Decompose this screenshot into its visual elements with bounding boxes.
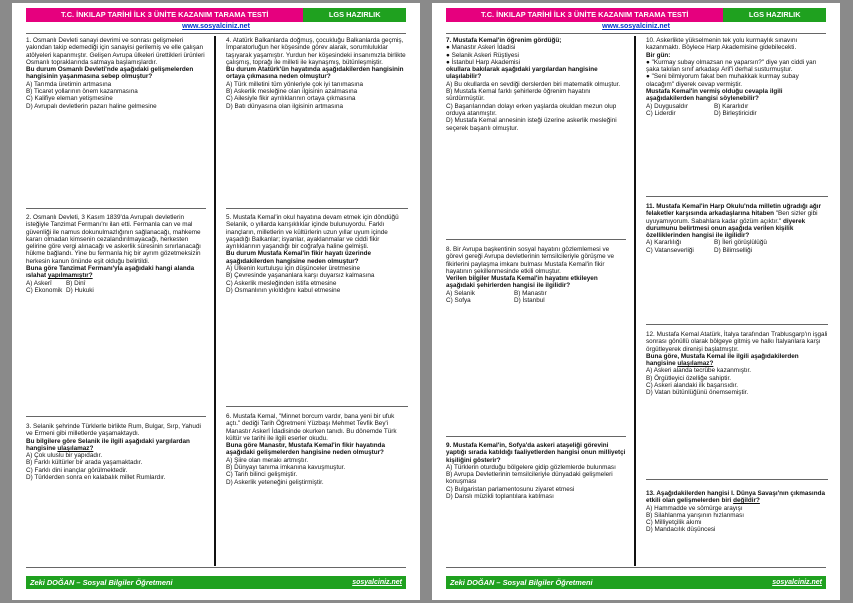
bullet-item: ● "Seni bilmiyorum fakat ben muhakkak kurmay subay olacağım" diyerek cevap vermiştir. xyxy=(646,73,799,88)
question-4 xyxy=(226,37,408,110)
option-a[interactable]: A) Askeri alanda tecrübe kazanmıştır. xyxy=(646,367,752,375)
page-left xyxy=(12,3,420,600)
header-rule xyxy=(26,33,406,34)
option-c[interactable]: C) Kalifiye eleman yetişmesine xyxy=(26,95,113,103)
question-1 xyxy=(26,37,206,110)
question-prompt: Buna göre, Mustafa Kemal ile ilgili aşağıdakilerden hangisine ulaşılamaz? xyxy=(646,352,799,368)
option-b[interactable]: B) Dinî xyxy=(66,279,86,287)
question-8 xyxy=(446,246,626,304)
footer-site-link[interactable]: sosyalciniz.net xyxy=(352,579,402,586)
option-d[interactable]: D) Vatan bütünlüğünü önemsemiştir. xyxy=(646,389,749,397)
site-link[interactable]: www.sosyalciniz.net xyxy=(602,23,670,30)
question-stem: 4. Atatürk Balkanlarda doğmuş, çocukluğu Balkanlarda geçmiş, İmparatorluğun her köşesinde görev alarak, sorumluluklar taşıyarak yaşamıştır. Yurdun her köşesindeki insanımızla birlikte çalışmış, toprağı ile milleti ile kaynaşmış, bütünleşmiştir. xyxy=(226,37,406,66)
question-divider xyxy=(646,479,828,480)
question-divider xyxy=(26,416,206,417)
question-prompt: 11. Mustafa Kemal'in Harp Okulu'nda milletin uğradığı ağır felaketler karşısında arkadaşlarına hitaben "Ben sizler gibi uyuyamıyorum. Sabahlara kadar gözüm açıktır." diyerek durumunu belirtmesi onun aşağıda verilen kişilik özelliklerinden hangisi ile ilgilidir? xyxy=(646,203,822,240)
bullet-item: ● "Kurmay subay olmazsan ne yaparsın?" diye yan ciddi yarı şaka takılan sınıf arkadaşı Arif'i derhal susturmuştur. xyxy=(646,58,817,74)
author-name: Zeki DOĞAN – Sosyal Bilgiler Öğretmeni xyxy=(450,578,593,587)
option-a[interactable]: A) Türk milletini tüm yönleriyle çok iyi tanımasına xyxy=(226,80,364,88)
test-title: T.C. İNKILAP TARİHİ İLK 3 ÜNİTE KAZANIM TARAMA TESTİ xyxy=(26,8,303,22)
question-prompt: Bu durum Mustafa Kemal'in fikir hayatı üzerinde aşağıdakilerden hangisine neden olmuştur? xyxy=(226,250,371,265)
footer-bar xyxy=(26,576,406,589)
option-d[interactable]: D) Birleştiricidir xyxy=(714,109,757,117)
question-12 xyxy=(646,331,828,397)
question-prompt: Bu durum Osmanlı Devleti'nde aşağıdaki gelişmelerden hangisinin yaşanmasına sebep olmuştur? xyxy=(26,66,194,81)
question-prompt: 9. Mustafa Kemal'in, Sofya'da askeri ataşeliği görevini yaptığı sırada katıldığı faaliyetlerden hangisi onun milliyetçi kişiliğini gösterir? xyxy=(446,442,626,464)
option-a[interactable]: A) Tarımda üretimin artmasına xyxy=(26,80,112,88)
option-d[interactable]: D) Mandacılık düşüncesi xyxy=(646,526,716,534)
question-7 xyxy=(446,37,626,132)
option-d[interactable]: D) Batı dünyasına olan ilgisinin artmasına xyxy=(226,102,344,110)
question-divider xyxy=(26,208,206,209)
question-13 xyxy=(646,490,828,534)
option-a[interactable]: A) Duygusaldır xyxy=(646,102,688,110)
option-c[interactable]: C) Milliyetçilik akımı xyxy=(646,519,702,527)
option-c[interactable]: C) Askeri alandaki ilk başarısıdır. xyxy=(646,382,739,390)
question-lead: Bir gün: xyxy=(646,51,671,59)
left-column xyxy=(26,37,206,565)
question-prompt: Bu durum Atatürk'ün hayatında aşağıdakilerden hangisinin ortaya çıkmasına neden olmuştur? xyxy=(226,66,404,81)
question-stem: 8. Bir Avrupa başkentinin sosyal hayatını gözlemlemesi ve görevi gereği Avrupa devletlerinin temsilcileriyle görüşme ve fikirlerini paylaşma imkanı bulması Mustafa Kemal'in fikir hayatının şekillenmesinde etkili olmuştur. xyxy=(446,246,615,275)
page-right xyxy=(432,3,840,600)
question-divider xyxy=(226,406,408,407)
lgs-badge: LGS HAZIRLIK xyxy=(723,8,826,22)
question-prompt: okullara bakılarak aşağıdaki yargılardan hangisine ulaşılabilir? xyxy=(446,66,598,81)
question-prompt: 7. Mustafa Kemal'in öğrenim gördüğü; xyxy=(446,37,562,44)
option-d[interactable]: D) Mustafa Kemal annesinin isteği üzerine askerlik mesleğini seçerek başarılı olmuştur. xyxy=(446,117,617,132)
question-prompt: Mustafa Kemal'in vermiş olduğu cevapla ilgili aşağıdakilerden hangisi söylenebilir? xyxy=(646,88,783,103)
question-2 xyxy=(26,214,206,294)
question-3 xyxy=(26,423,206,481)
options xyxy=(26,280,206,295)
question-stem: 10. Askerlikte yükselmenin tek yolu kurmaylık sınavını kazanmaktı. Böylece Harp Akademisine gidebilecekti. xyxy=(646,37,798,52)
option-d[interactable]: D) Türklerden sonra en kalabalık millet Rumlardır. xyxy=(26,474,166,482)
option-b[interactable]: B) Kararlıdır xyxy=(714,102,749,110)
option-c[interactable]: C) Bulgaristan parlamentosunu ziyaret etmesi xyxy=(446,485,575,493)
option-b[interactable]: B) Askerlik mesleğine olan ilgisinin azalmasına xyxy=(226,88,358,96)
header-bar xyxy=(446,8,826,22)
option-a[interactable]: A) Şiire olan merakı artmıştır. xyxy=(226,456,309,464)
option-b[interactable]: B) Farklı kültürler bir arada yaşamaktadır. xyxy=(26,459,143,467)
option-c[interactable]: C) Liderdir xyxy=(646,109,676,117)
question-11 xyxy=(646,203,828,254)
lgs-badge: LGS HAZIRLIK xyxy=(303,8,406,22)
option-b[interactable]: B) Çevresinde yaşananlara karşı duyarsız kalmasına xyxy=(226,272,375,280)
option-a[interactable]: A) Bu okullarda en sevdiği derslerden biri matematik olmuştur. xyxy=(446,80,621,88)
footer-rule xyxy=(446,567,826,568)
option-b[interactable]: B) Örgütleyici özelliğe sahiptir. xyxy=(646,374,731,382)
option-c[interactable]: C) Sofya xyxy=(446,297,471,305)
question-stem: 12. Mustafa Kemal Atatürk, İtalya tarafından Trablusgarp'ın işgali sonrası gönüllü olarak bölgeye gitmiş ve halkı İtalyanlara karşı örgütleyerek direnişi başlatmıştır. xyxy=(646,331,828,353)
column-separator xyxy=(214,36,216,566)
option-a[interactable]: A) Çok uluslu bir yapıdadır. xyxy=(26,452,103,460)
option-c[interactable]: C) Başarılarından dolayı erken yaşlarda okuldan mezun olup orduya atanmıştır. xyxy=(446,102,617,117)
option-a[interactable]: A) Türklerin oturduğu bölgelere gidip gözlemlerde bulunması xyxy=(446,463,616,471)
left-column xyxy=(446,37,626,565)
option-d[interactable]: D) İstanbul xyxy=(514,297,545,305)
question-prompt: Buna göre Tanzimat Fermanı'yla aşağıdaki hangi alanda ıslahat yapılmamıştır? xyxy=(26,265,195,280)
option-c[interactable]: C) Farklı dini inançlar görülmektedir. xyxy=(26,466,128,474)
option-a[interactable]: A) Selanik xyxy=(446,289,475,297)
footer-bar xyxy=(446,576,826,589)
option-a[interactable]: A) Ülkenin kurtuluşu için düşünceler üretmesine xyxy=(226,265,360,273)
column-separator xyxy=(634,36,636,566)
bullet-item: ● Manastır Askeri İdadisi xyxy=(446,44,516,52)
option-b[interactable]: B) Ticaret yollarının önem kazanmasına xyxy=(26,88,138,96)
question-divider xyxy=(226,208,408,209)
option-d[interactable]: D) Askerlik yeteneğini geliştirmiştir. xyxy=(226,478,324,486)
footer-rule xyxy=(26,567,406,568)
question-stem: 3. Selanik şehrinde Türklerle birlikte Rum, Bulgar, Sırp, Yahudi ve Ermeni gibi milletlerde yaşamaktaydı. xyxy=(26,423,201,438)
question-stem: 5. Mustafa Kemal'in okul hayatına devam etmek için döndüğü Selanik, o yıllarda karışıklıklar içinde bulunuyordu. Farklı inançların, milletlerin ve kültürlerin uzun yıllar uyum içinde yaşadığı Balkanlar; isyanlar, ayaklanmalar ve ciddi fikir ayrılıklarının yaşandığı bir coğrafya haline gelmişti. xyxy=(226,214,399,251)
question-5 xyxy=(226,214,408,294)
question-10 xyxy=(646,37,828,117)
option-b[interactable]: B) Mustafa Kemal farklı şehirlerde öğrenim hayatını sürdürmüştür. xyxy=(446,88,591,103)
option-d[interactable]: D) Danslı müzikli toplantılara katılması xyxy=(446,493,554,501)
option-a[interactable]: A) Hammadde ve sömürge arayışı xyxy=(646,504,743,512)
option-d[interactable]: D) Avrupalı devletlerin pazarı haline gelmesine xyxy=(26,102,157,110)
question-6 xyxy=(226,413,408,486)
option-a[interactable]: A) Kararlılığı xyxy=(646,239,682,247)
options xyxy=(446,290,626,305)
bullet-item: ● Selanik Askeri Rüştiyesi xyxy=(446,51,519,59)
header-bar xyxy=(26,8,406,22)
option-c[interactable]: C) Askerlik mesleğinden istifa etmesine xyxy=(226,279,337,287)
option-b[interactable]: B) İleri görüşlülüğü xyxy=(714,239,767,247)
option-c[interactable]: C) Vatanseverliği xyxy=(646,246,694,254)
option-b[interactable]: B) Dünyayı tanıma imkanına kavuşmuştur. xyxy=(226,464,346,472)
question-stem: 1. Osmanlı Devleti sanayi devrimi ve sonrası gelişmeleri yakından takip edemediği için sanayisi gerilemiş ve elle çalışan atölyeleri kapanmıştır. Gelişen Avrupa ülkeleri ürettikleri ürünleri Osmanlı topraklarında satmaya başlamışlardır. xyxy=(26,37,205,66)
question-prompt: Buna göre Manastır, Mustafa Kemal'in fikir hayatında aşağıdaki gelişmelerden hangisine neden olmuştur? xyxy=(226,442,386,457)
question-9 xyxy=(446,442,626,500)
option-d[interactable]: D) Bilimselliği xyxy=(714,246,753,254)
option-c[interactable]: C) Tarih bilinci gelişmiştir. xyxy=(226,471,298,479)
site-link[interactable]: www.sosyalciniz.net xyxy=(182,23,250,30)
options xyxy=(646,103,828,118)
option-b[interactable]: B) Avrupa Devletlerinin temsilcileriyle dünyadaki gelişmeleri konuşması xyxy=(446,471,613,486)
right-column xyxy=(646,37,828,565)
author-name: Zeki DOĞAN – Sosyal Bilgiler Öğretmeni xyxy=(30,578,173,587)
footer-site-link[interactable]: sosyalciniz.net xyxy=(772,579,822,586)
option-d[interactable]: D) Osmanlının yıkıldığını kabul etmesine xyxy=(226,286,341,294)
test-title: T.C. İNKILAP TARİHİ İLK 3 ÜNİTE KAZANIM TARAMA TESTİ xyxy=(446,8,723,22)
question-stem: 6. Mustafa Kemal, "Minnet borcum vardır, bana yeni bir ufuk açtı." dediği Tarih Öğretmeni Yüzbaşı Mehmet Tevfik Bey'i Manastır Askerî İdadisinde okurken tanıdı. Bu dönemde Türk kültür ve tarihi ile ilgili eserler okudu. xyxy=(226,413,397,442)
question-prompt: 13. Aşağıdakilerden hangisi I. Dünya Savaşı'nın çıkmasında etkili olan gelişmelerden biri değildir? xyxy=(646,490,825,505)
option-d[interactable]: D) Hukuki xyxy=(66,286,94,294)
question-divider xyxy=(646,324,828,325)
question-divider xyxy=(446,436,626,437)
question-stem: 2. Osmanlı Devleti, 3 Kasım 1839'da Avrupalı devletlerin isteğiyle Tanzimat Fermanı'nı ilan etti. Fermanla can ve mal güvenliği ile namus dokunulmazlığının sağlanacağı, mahkeme kararı olmadan kimsenin cezalandırılmayacağı, herkesten gelirine göre vergi alınacağı ve askerlik süresinin sınırlanacağı hükme bağlandı. Yine bu fermanla hiç bir ayrım gözetmeksizin herkesin kanun önünde eşit olduğu belirtildi. xyxy=(26,214,201,265)
right-column xyxy=(226,37,408,565)
option-b[interactable]: B) Silahlanma yarışının hızlanması xyxy=(646,511,745,519)
question-prompt: Bu bilgilere göre Selanik ile ilgili aşağıdaki yargılardan hangisine ulaşılamaz? xyxy=(26,437,190,452)
option-a[interactable]: A) Askerî xyxy=(26,279,52,287)
option-b[interactable]: B) Manastır xyxy=(514,289,547,297)
options xyxy=(646,239,828,254)
header-rule xyxy=(446,33,826,34)
question-divider xyxy=(646,196,828,197)
question-divider xyxy=(446,239,626,240)
bullet-item: ● İstanbul Harp Akademisi xyxy=(446,58,520,66)
option-c[interactable]: C) Ekonomik xyxy=(26,286,63,294)
option-c[interactable]: C) Ailesiyle fikir ayrılıklarının ortaya çıkmasına xyxy=(226,95,356,103)
question-prompt: Verilen bilgiler Mustafa Kemal'in hayatını etkileyen aşağıdaki şehirlerden hangisi ile ilgilidir? xyxy=(446,275,598,290)
